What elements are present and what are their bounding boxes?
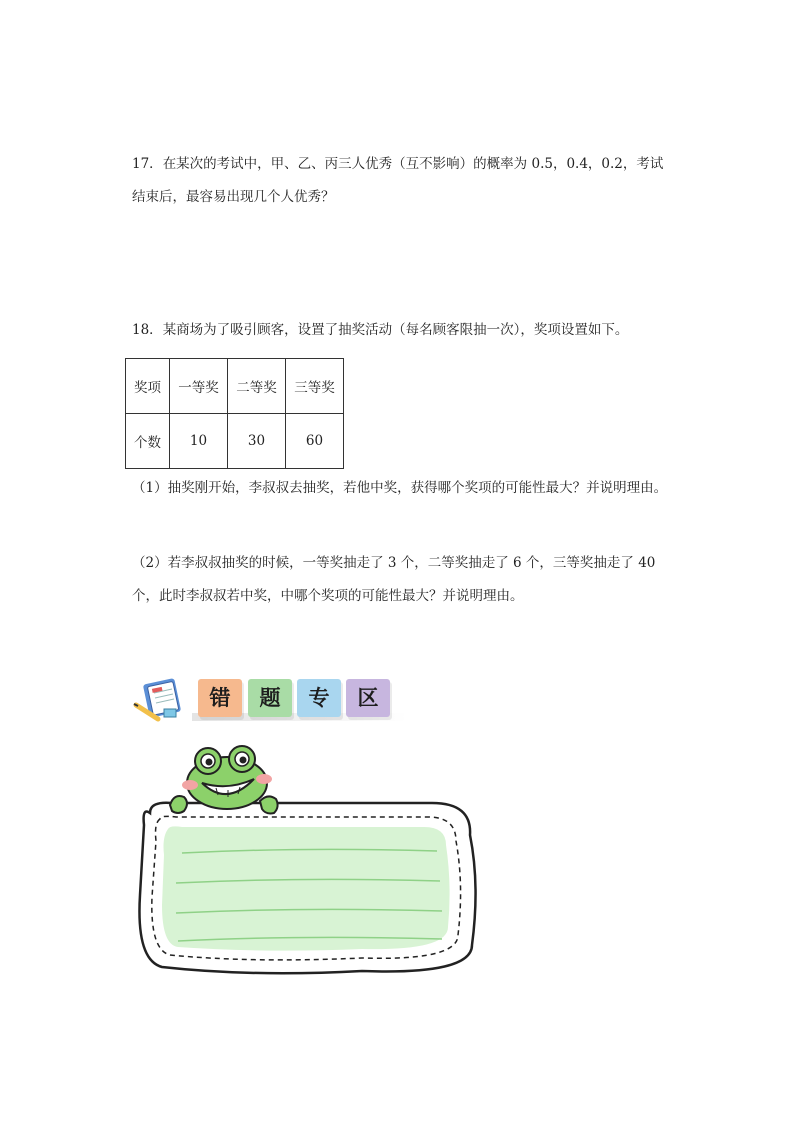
notebook-pencil-icon — [132, 675, 192, 725]
question-18-part-1: （1）抽奖刚开始，李叔叔去抽奖，若他中奖，获得哪个奖项的可能性最大？并说明理由。 — [132, 480, 668, 496]
question-18-text: 某商场为了吸引顾客，设置了抽奖活动（每名顾客限抽一次），奖项设置如下。 — [162, 322, 629, 338]
question-18-number: 18． — [132, 322, 163, 338]
banner-tile: 专 — [297, 679, 341, 717]
table-cell: 三等奖 — [286, 359, 344, 414]
frog-note-board-illustration — [132, 745, 482, 980]
table-row — [126, 414, 344, 469]
table-cell: 个数 — [126, 414, 170, 469]
mistakes-zone-banner — [132, 675, 412, 725]
question-17 — [132, 148, 672, 214]
prize-table — [125, 358, 344, 469]
question-17-number: 17． — [132, 156, 163, 172]
banner-tile: 题 — [248, 679, 292, 717]
table-header-row — [126, 359, 344, 414]
table-cell: 奖项 — [126, 359, 170, 414]
table-cell: 一等奖 — [170, 359, 228, 414]
frog-icon — [170, 746, 278, 814]
banner-tile: 区 — [346, 679, 390, 717]
question-17-text: 在某次的考试中，甲、乙、丙三人优秀（互不影响）的概率为 0.5，0.4，0.2，考试结束后，最容易出现几个人优秀？ — [132, 156, 664, 205]
table-cell: 60 — [286, 414, 344, 469]
table-cell: 二等奖 — [228, 359, 286, 414]
question-18 — [132, 314, 672, 347]
table-cell: 10 — [170, 414, 228, 469]
question-18-part-2: （2）若李叔叔抽奖的时候，一等奖抽走了 3 个，二等奖抽走了 6 个，三等奖抽走了 40 个，此时李叔叔若中奖，中哪个奖项的可能性最大？并说明理由。 — [132, 555, 656, 604]
banner-tile: 错 — [198, 679, 242, 717]
table-cell: 30 — [228, 414, 286, 469]
board-fill — [162, 826, 450, 950]
